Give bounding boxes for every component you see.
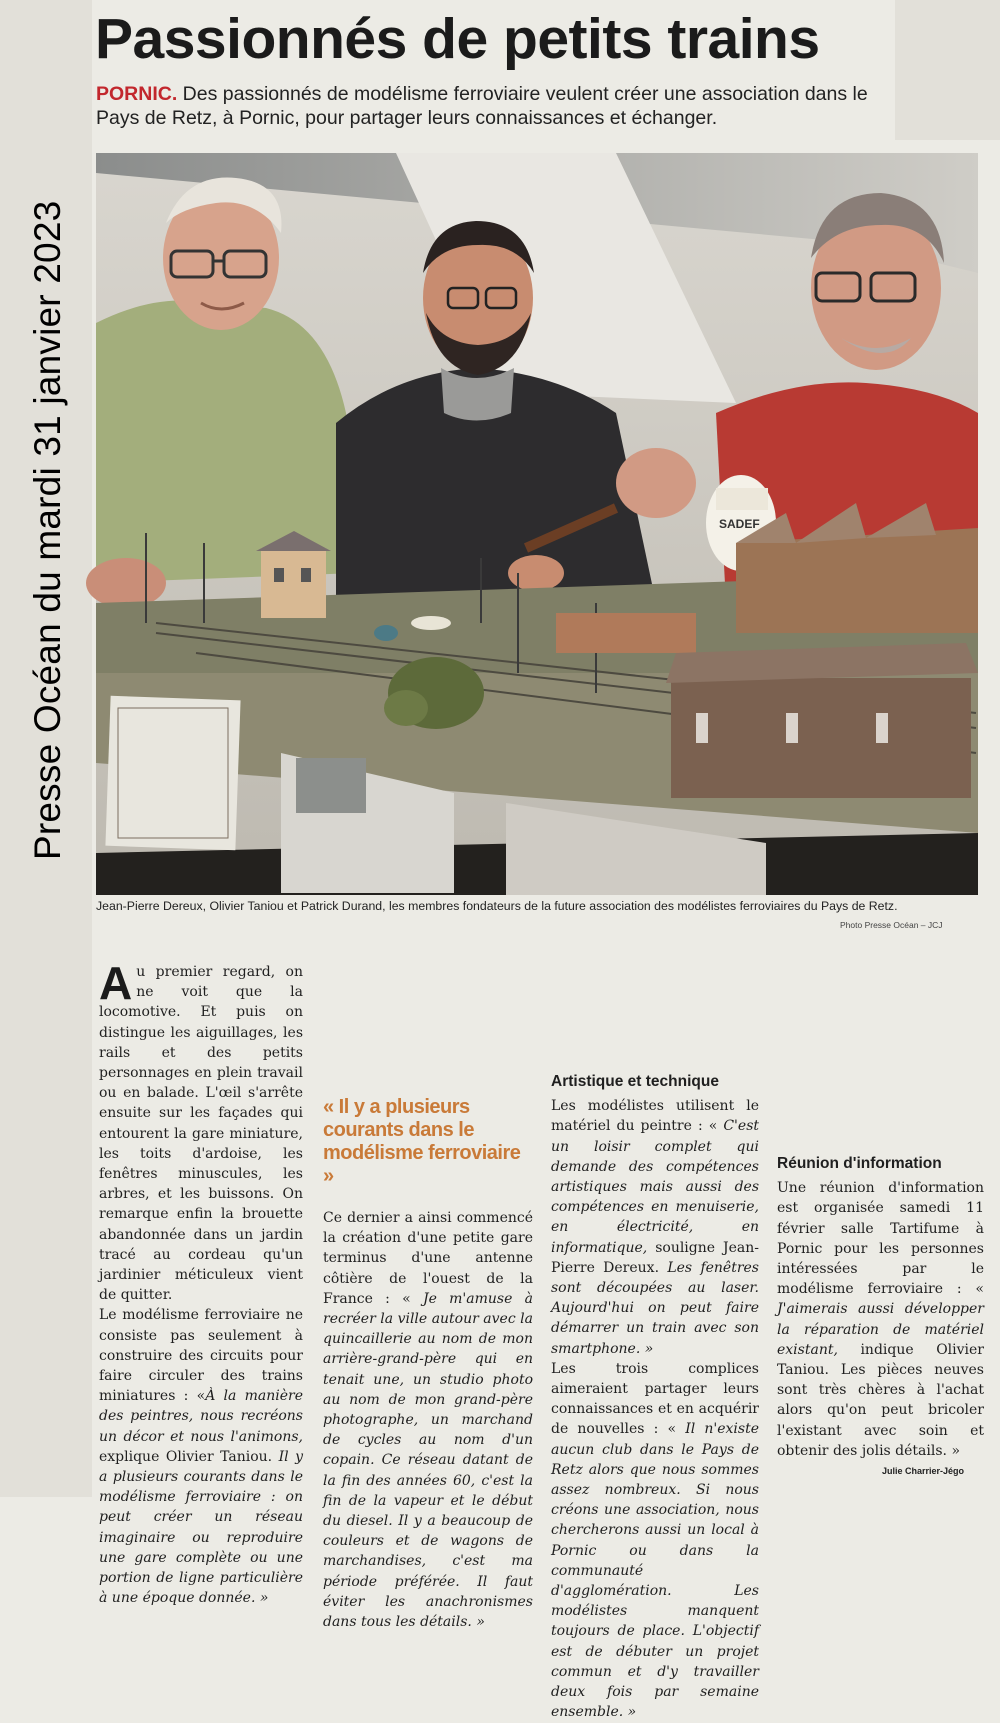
subheading-artistique: Artistique et technique [551, 1073, 719, 1090]
article-column-2 [323, 962, 534, 1631]
photo-caption: Jean-Pierre Dereux, Olivier Taniou et Patrick Durand, les membres fondateurs de la future association des modélistes ferroviaires du Pays de Retz. [96, 899, 898, 913]
side-caption: Presse Océan du mardi 31 janvier 2023 [27, 200, 68, 860]
article-column-4 [777, 962, 984, 1482]
article-paragraph: Les modélistes utilisent le matériel du peintre : « C'est un loisir complet qui demande des compétences artistiques mais aussi des compétences en menuiserie, en électricité, en informatique, souligne Jean-Pierre Dereux. Les fenêtres sont découpées au laser. Aujourd'hui on peut faire démarrer un train avec son smartphone. » [551, 1098, 760, 1357]
column-continuation-spacer [551, 962, 759, 1062]
byline: Julie Charrier-Jégo [882, 1466, 965, 1476]
dropcap: A [99, 957, 133, 1009]
column-continuation-spacer [323, 962, 533, 1082]
column-continuation-spacer [777, 962, 984, 1144]
article-paragraph: Ce dernier a ainsi commencé la création d'une petite gare terminus d'une antenne côtière de l'ouest de la France : « Je m'amuse à recréer la ville autour avec la quincaillerie au nom de mon arrière-grand-père qui en tenait une, un studio photo au nom de mon grand-père photographe, un marchand de cycles au nom d'un copain. Ce réseau datant de la fin des années 60, c'est la fin de la vapeur et le début du diesel. Il y a beaucoup de couleurs et de wagons de marchandises, c'est ma période préférée. Il faut éviter les anachronismes dans tous les détails. » [323, 1210, 534, 1631]
article-paragraph: Au premier regard, on ne voit que la locomotive. Et puis on distingue les aiguillages, les rails et des petits personnages en plein travail ou en balade. L'œil s'arrête ensuite sur les façades qui entourent la gare miniature, les toits d'ardoise, les fenêtres minuscules, les arbres, et les buissons. On remarque enfin la brouette abandonnée dans un jardin tracé au cordeau qu'un jardinier méticuleux vient de quitter. [99, 957, 303, 1304]
article-column-3 [551, 962, 760, 1721]
jar-label: SADEF [719, 517, 760, 531]
subheading-reunion: Réunion d'information [777, 1155, 942, 1172]
article-paragraph: Les trois complices aimeraient partager leurs connaissances et en acquérir de nouvelles : « Il n'existe aucun club dans le Pays de Retz alors que nous sommes assez nombreux. Si nous créons une association, nous chercherons aussi un local à Pornic ou dans la communauté d'agglomération. Les modélistes manquent toujours de place. L'objectif est de débuter un projet commun et d'y travailler deux fois par semaine ensemble. » [551, 1360, 759, 1721]
lead-paragraph [96, 82, 916, 130]
lead-text: Des passionnés de modélisme ferroviaire veulent créer une association dans le Pays de Retz, à Pornic, pour partager leurs connaissances et échanger. [96, 83, 868, 129]
article-photo [96, 153, 978, 895]
article-column-1 [99, 957, 303, 1607]
pull-quote: « Il y a plusieurs courants dans le modélisme ferroviaire » [323, 1096, 521, 1187]
headline: Passionnés de petits trains [95, 7, 820, 71]
photo-credit: Photo Presse Océan – JCJ [840, 920, 943, 930]
lead-location: PORNIC. [96, 83, 178, 105]
article-paragraph: Une réunion d'information est organisée samedi 11 février salle Tartifume à Pornic pour les personnes intéressées par le modélisme ferroviaire : « J'aimerais aussi développer la réparation de matériel existant, indique Olivier Taniou. Les pièces neuves sont très chères à l'achat alors qu'on peut bricoler l'existant avec soin et obtenir des jolis détails. » [777, 1180, 984, 1459]
article-paragraph: Le modélisme ferroviaire ne consiste pas seulement à construire des circuits pour faire circuler des trains miniatures : «À la manière des peintres, nous recréons un décor et nous l'animons, explique Olivier Taniou. Il y a plusieurs courants dans le modélisme ferroviaire : on peut créer un réseau imaginaire ou reproduire une gare complète ou une portion de ligne particulière à une époque donnée. » [99, 1307, 303, 1607]
